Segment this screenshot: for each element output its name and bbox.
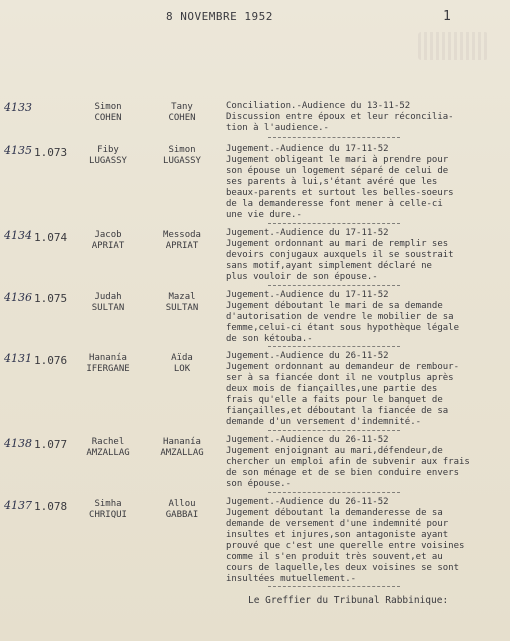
party-1-name: Jacob APRIAT bbox=[91, 230, 125, 251]
entry-text: Jugement.-Audience du 17-11-52 Jugement obligeant le mari à prendre pour son épouse un logement séparé de celui de ses parents à lui,s'étant avéré que les beaux-parents et surtout les belles-soeurs de la demanderesse font mener à celle-ci une vie dure.- bbox=[226, 144, 454, 220]
typed-entry-number: 1.077 bbox=[34, 438, 68, 451]
party-1-name: Hananía IFERGANE bbox=[86, 353, 130, 374]
entry-text: Jugement.-Audience du 26-11-52 Jugement enjoignant au mari,défendeur,de chercher un emploi afin de subvenir aux frais de son ménage et de se bien conduire envers son épouse.- bbox=[226, 435, 470, 489]
handwritten-case-number: 4135 bbox=[4, 144, 32, 157]
party-2-name: Simon LUGASSY bbox=[163, 145, 201, 166]
separator-rule bbox=[268, 285, 400, 286]
party-2-name: Allou GABBAI bbox=[165, 499, 199, 520]
separator-rule bbox=[268, 492, 400, 493]
party-2-name: Mazal SULTAN bbox=[165, 292, 199, 313]
entry-text: Jugement.-Audience du 17-11-52 Jugement ordonnant au mari de remplir ses devoirs conjugaux auxquels il se soustrait sans motif,ayant simplement déclaré ne plus vouloir de son épouse.- bbox=[226, 228, 454, 282]
entry-text: Jugement.-Audience du 17-11-52 Jugement déboutant le mari de sa demande d'autorisation de vendre le mobilier de sa femme,celui-ci étant sous hypothèque légale de son kétouba.- bbox=[226, 290, 459, 344]
handwritten-case-number: 4138 bbox=[4, 437, 32, 450]
typed-entry-number: 1.078 bbox=[34, 500, 68, 513]
handwritten-case-number: 4134 bbox=[4, 229, 32, 242]
typed-entry-number: 1.073 bbox=[34, 146, 68, 159]
separator-rule bbox=[268, 223, 400, 224]
party-2-name: Tany COHEN bbox=[168, 102, 196, 123]
separator-rule bbox=[268, 346, 400, 347]
document-date: 8 NOVEMBRE 1952 bbox=[166, 10, 273, 23]
typed-entry-number: 1.074 bbox=[34, 231, 68, 244]
typed-entry-number: 1.076 bbox=[34, 354, 68, 367]
party-1-name: Rachel AMZALLAG bbox=[86, 437, 130, 458]
entry-text: Conciliation.-Audience du 13-11-52 Discussion entre époux et leur réconcilia- tion à l'audience.- bbox=[226, 101, 454, 133]
party-2-name: Aïda LOK bbox=[171, 353, 193, 374]
separator-rule bbox=[268, 430, 400, 431]
party-1-name: Judah SULTAN bbox=[91, 292, 125, 313]
faded-stamp-mark bbox=[418, 32, 488, 60]
party-2-name: Messoda APRIAT bbox=[163, 230, 201, 251]
handwritten-case-number: 4131 bbox=[4, 352, 32, 365]
handwritten-case-number: 4133 bbox=[4, 101, 32, 114]
separator-rule bbox=[268, 137, 400, 138]
typed-entry-number: 1.075 bbox=[34, 292, 68, 305]
party-2-name: Hananía AMZALLAG bbox=[160, 437, 204, 458]
handwritten-case-number: 4137 bbox=[4, 499, 32, 512]
party-1-name: Fiby LUGASSY bbox=[89, 145, 127, 166]
page-number: 1 bbox=[443, 9, 451, 24]
clerk-signature-line: Le Greffier du Tribunal Rabbinique: bbox=[248, 595, 449, 606]
party-1-name: Simha CHRIQUI bbox=[89, 499, 127, 520]
entry-text: Jugement.-Audience du 26-11-52 Jugement ordonnant au demandeur de rembour- ser à sa fiancée dont il ne voutplus après deux mois de fiançailles,une partie des frais qu'elle a faits pour le banquet de fiançailles,et déboutant la fiancée de sa demande d'un versement d'indemnité.- bbox=[226, 351, 459, 427]
party-1-name: Simon COHEN bbox=[94, 102, 122, 123]
handwritten-case-number: 4136 bbox=[4, 291, 32, 304]
separator-rule bbox=[268, 586, 400, 587]
entry-text: Jugement.-Audience du 26-11-52 Jugement déboutant la demanderesse de sa demande de versement d'une indemnité pour insultes et injures,son antagoniste ayant prouvé que c'est une querelle entre voisines comme il s'en produit très souvent,et au cours de laquelle,les deux voisines se sont insultées mutuellement.- bbox=[226, 497, 465, 584]
